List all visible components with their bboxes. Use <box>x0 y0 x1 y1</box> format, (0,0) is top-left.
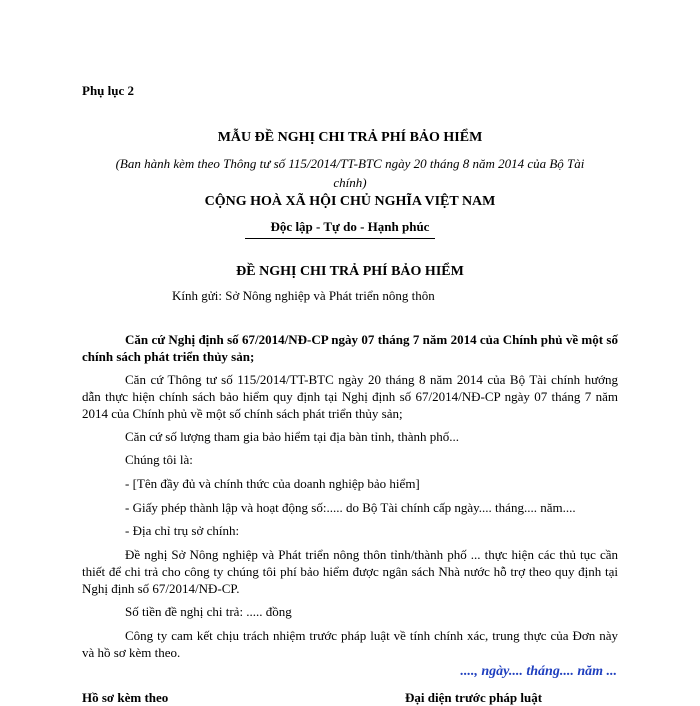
attachments-heading: Hồ sơ kèm theo <box>82 690 169 705</box>
amount-line: Số tiền đề nghị chi trả: ..... đồng <box>125 604 292 619</box>
national-motto: Độc lập - Tự do - Hạnh phúc <box>270 219 430 234</box>
company-name-line: - [Tên đầy đủ và chính thức của doanh nghiệp bảo hiểm] <box>125 476 420 491</box>
date-line: ...., ngày.... tháng.... năm ... <box>460 664 617 679</box>
paragraph-commitment: Công ty cam kết chịu trách nhiệm trước pháp luật về tính chính xác, trung thực của Đơn này và hồ sơ kèm theo. <box>82 628 618 660</box>
issued-note: (Ban hành kèm theo Thông tư số 115/2014/TT-BTC ngày 20 tháng 8 năm 2014 của Bộ Tài chính) <box>115 156 585 190</box>
recipient-line: Kính gửi: Sở Nông nghiệp và Phát triển nông thôn <box>172 288 435 303</box>
paragraph-basis-count: Căn cứ số lượng tham gia bảo hiểm tại địa bàn tỉnh, thành phố... <box>125 429 459 444</box>
appendix-label: Phụ lục 2 <box>82 83 135 98</box>
country-name: CỘNG HOÀ XÃ HỘI CHỦ NGHĨA VIỆT NAM <box>204 194 496 209</box>
paragraph-request: Đề nghị Sở Nông nghiệp và Phát triển nông thôn tỉnh/thành phố ... thực hiện các thủ tục cần thiết để chi trả cho công ty chúng tôi phí bảo hiểm được ngân sách Nhà nước hỗ trợ theo quy định tại Nghị định số 67/2014/NĐ-CP. <box>82 547 618 596</box>
motto-underline <box>245 238 435 239</box>
paragraph-we-are: Chúng tôi là: <box>125 452 193 467</box>
address-line: - Địa chỉ trụ sở chính: <box>125 523 240 538</box>
paragraph-basis-circular: Căn cứ Thông tư số 115/2014/TT-BTC ngày 20 tháng 8 năm 2014 của Bộ Tài chính hướng dẫn thực hiện chính sách bảo hiểm quy định tại Nghị định số 67/2014/NĐ-CP ngày 07 tháng 7 năm 2014 của Chính phủ về một số chính sách phát triển thủy sản; <box>82 372 618 421</box>
license-line: - Giấy phép thành lập và hoạt động số:..... do Bộ Tài chính cấp ngày.... tháng.... năm.... <box>125 500 576 515</box>
legal-representative-heading: Đại diện trước pháp luật <box>405 690 543 705</box>
paragraph-basis-decree: Căn cứ Nghị định số 67/2014/NĐ-CP ngày 07 tháng 7 năm 2014 của Chính phủ về một số chính sách phát triển thủy sản; <box>82 332 618 364</box>
document-title: ĐỀ NGHỊ CHI TRẢ PHÍ BẢO HIỂM <box>236 264 464 279</box>
form-title: MẪU ĐỀ NGHỊ CHI TRẢ PHÍ BẢO HIỂM <box>217 130 483 145</box>
